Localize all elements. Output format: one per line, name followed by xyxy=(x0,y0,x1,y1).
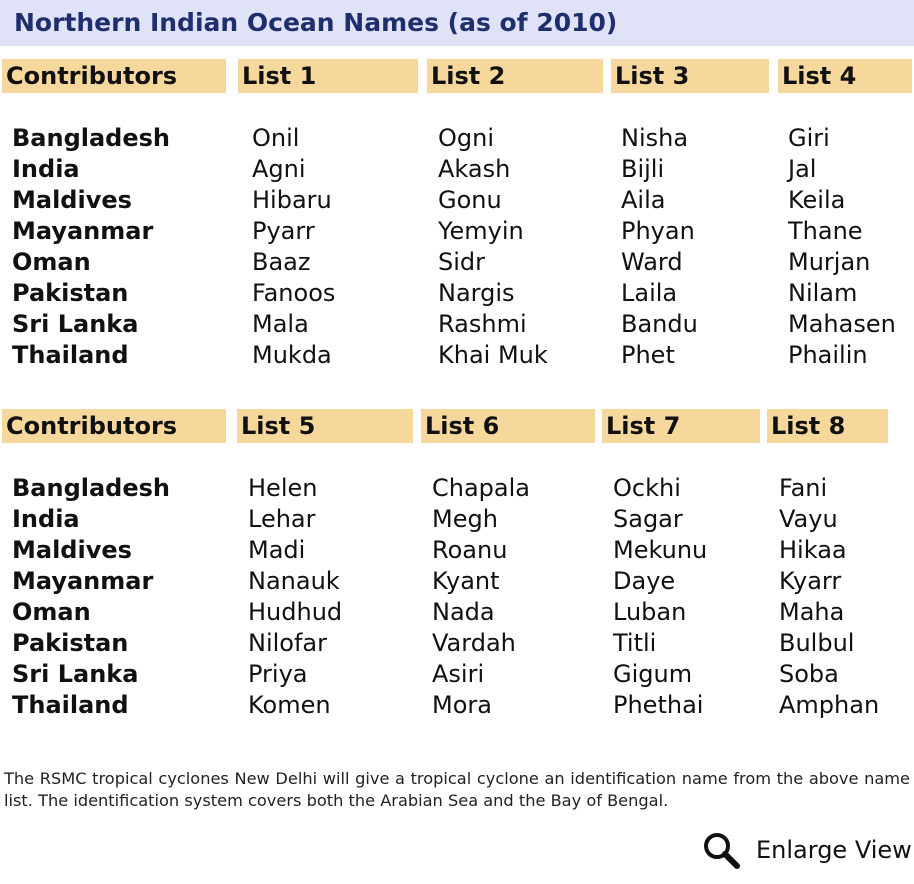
cyclone-name: Pyarr xyxy=(252,217,315,245)
country-name: India xyxy=(12,505,80,533)
cyclone-name: Priya xyxy=(248,660,308,688)
contributors-header: Contributors xyxy=(2,59,226,93)
cyclone-name: Gigum xyxy=(613,660,693,688)
cyclone-name: Agni xyxy=(252,155,306,183)
cyclone-name: Kyarr xyxy=(779,567,842,595)
cyclone-name: Roanu xyxy=(432,536,508,564)
cyclone-name: Amphan xyxy=(779,691,880,719)
cyclone-name: Keila xyxy=(788,186,846,214)
cyclone-name: Murjan xyxy=(788,248,871,276)
cyclone-name: Vayu xyxy=(779,505,838,533)
cyclone-name: Ockhi xyxy=(613,474,681,502)
cyclone-name: Yemyin xyxy=(438,217,524,245)
cyclone-name: Chapala xyxy=(432,474,530,502)
country-name: India xyxy=(12,155,80,183)
list-header: List 6 xyxy=(421,409,595,443)
cyclone-name: Nisha xyxy=(621,124,689,152)
cyclone-name: Kyant xyxy=(432,567,500,595)
country-name: Bangladesh xyxy=(12,124,171,152)
cyclone-name: Thane xyxy=(788,217,863,245)
cyclone-name: Sagar xyxy=(613,505,683,533)
cyclone-name: Titli xyxy=(613,629,657,657)
country-name: Maldives xyxy=(12,536,132,564)
list-header: List 5 xyxy=(237,409,413,443)
country-name: Thailand xyxy=(12,341,129,369)
cyclone-name: Ogni xyxy=(438,124,495,152)
cyclone-name: Nargis xyxy=(438,279,515,307)
cyclone-name: Mahasen xyxy=(788,310,896,338)
cyclone-name: Mekunu xyxy=(613,536,708,564)
cyclone-name: Mora xyxy=(432,691,492,719)
cyclone-name: Phet xyxy=(621,341,675,369)
cyclone-name: Hudhud xyxy=(248,598,343,626)
cyclone-name: Nanauk xyxy=(248,567,340,595)
cyclone-name: Mukda xyxy=(252,341,332,369)
enlarge-view-label: Enlarge View xyxy=(756,836,912,864)
cyclone-name: Fani xyxy=(779,474,828,502)
country-name: Pakistan xyxy=(12,279,129,307)
cyclone-name: Bijli xyxy=(621,155,665,183)
country-name: Oman xyxy=(12,598,91,626)
cyclone-name: Helen xyxy=(248,474,318,502)
cyclone-name: Madi xyxy=(248,536,306,564)
page-title: Northern Indian Ocean Names (as of 2010) xyxy=(14,8,618,37)
country-name: Bangladesh xyxy=(12,474,171,502)
contributors-header: Contributors xyxy=(2,409,226,443)
country-name: Mayanmar xyxy=(12,567,154,595)
list-header: List 3 xyxy=(611,59,769,93)
cyclone-name: Hibaru xyxy=(252,186,332,214)
cyclone-name: Phethai xyxy=(613,691,704,719)
country-name: Pakistan xyxy=(12,629,129,657)
cyclone-name: Komen xyxy=(248,691,331,719)
cyclone-name: Ward xyxy=(621,248,683,276)
cyclone-name: Jal xyxy=(788,155,817,183)
enlarge-view-button[interactable] xyxy=(700,830,912,870)
cyclone-name: Vardah xyxy=(432,629,516,657)
list-header: List 1 xyxy=(238,59,418,93)
list-header: List 4 xyxy=(778,59,912,93)
cyclone-name: Baaz xyxy=(252,248,311,276)
cyclone-name: Sidr xyxy=(438,248,486,276)
cyclone-name: Gonu xyxy=(438,186,502,214)
list-header: List 2 xyxy=(427,59,603,93)
list-header: List 8 xyxy=(767,409,888,443)
cyclone-name: Megh xyxy=(432,505,498,533)
cyclone-name: Maha xyxy=(779,598,845,626)
cyclone-name: Phyan xyxy=(621,217,695,245)
country-name: Oman xyxy=(12,248,91,276)
cyclone-name: Rashmi xyxy=(438,310,527,338)
cyclone-name: Bulbul xyxy=(779,629,855,657)
cyclone-name: Khai Muk xyxy=(438,341,548,369)
cyclone-name: Nilofar xyxy=(248,629,327,657)
cyclone-name: Giri xyxy=(788,124,830,152)
country-name: Sri Lanka xyxy=(12,310,139,338)
cyclone-name: Bandu xyxy=(621,310,698,338)
cyclone-name: Nilam xyxy=(788,279,858,307)
cyclone-name: Soba xyxy=(779,660,839,688)
cyclone-name: Fanoos xyxy=(252,279,336,307)
cyclone-name: Phailin xyxy=(788,341,868,369)
country-name: Thailand xyxy=(12,691,129,719)
cyclone-name: Luban xyxy=(613,598,687,626)
country-name: Maldives xyxy=(12,186,132,214)
cyclone-name: Akash xyxy=(438,155,511,183)
cyclone-name: Asiri xyxy=(432,660,485,688)
title-bar xyxy=(0,0,914,46)
cyclone-name: Mala xyxy=(252,310,309,338)
cyclone-name: Nada xyxy=(432,598,495,626)
cyclone-name: Hikaa xyxy=(779,536,847,564)
footnote: The RSMC tropical cyclones New Delhi will give a tropical cyclone an identification name from the above name list. The identification system covers both the Arabian Sea and the Bay of Bengal. xyxy=(4,769,910,810)
cyclone-name: Lehar xyxy=(248,505,316,533)
magnifier-icon xyxy=(700,830,748,870)
cyclone-name: Laila xyxy=(621,279,678,307)
country-name: Mayanmar xyxy=(12,217,154,245)
cyclone-name: Daye xyxy=(613,567,676,595)
list-header: List 7 xyxy=(602,409,760,443)
country-name: Sri Lanka xyxy=(12,660,139,688)
cyclone-name: Aila xyxy=(621,186,666,214)
cyclone-name: Onil xyxy=(252,124,300,152)
